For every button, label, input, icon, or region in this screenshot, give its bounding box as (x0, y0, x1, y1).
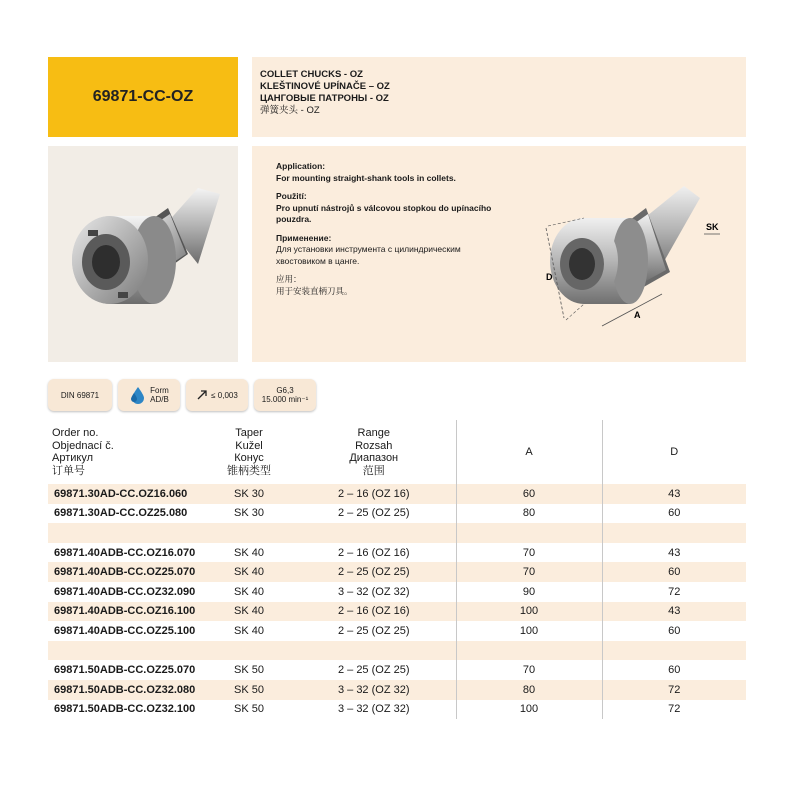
product-title-box (252, 57, 746, 137)
dimension-label-a: A (634, 310, 641, 320)
balance-grade: G6,3 (276, 386, 294, 395)
table-row: 69871.40ADB-CC.OZ16.100 SK 40 2 – 16 (OZ 16) 100 43 (48, 602, 746, 622)
header-taper: Taper Kužel Конус 锥柄类型 (227, 427, 271, 477)
table-row-spacer (48, 523, 746, 543)
runout-value: ≤ 0,003 (211, 390, 238, 400)
runout-badge (186, 379, 248, 411)
application-label-cz: Použití: (276, 191, 307, 201)
application-label-ru: Применение: (276, 232, 332, 243)
balance-speed: 15.000 min⁻¹ (261, 395, 309, 404)
dimension-label-d: D (546, 272, 553, 282)
product-code-box (48, 57, 238, 137)
coolant-drop-icon (129, 385, 147, 405)
application-text-cn: 用于安装直柄刀具。 (276, 285, 353, 296)
title-cn: 弹簧夹头 - OZ (260, 105, 320, 116)
header-a: A (456, 420, 602, 484)
header-order: Order no. Objednací č. Артикул 订单号 (52, 427, 114, 477)
product-titles (260, 69, 390, 117)
form-label: Form (150, 386, 169, 395)
title-en: COLLET CHUCKS - OZ (260, 69, 363, 80)
collet-chuck-photo (48, 146, 238, 362)
table-header-row (48, 420, 746, 484)
dimension-label-sk: SK (706, 222, 719, 232)
application-text (276, 161, 516, 297)
spec-table (48, 420, 746, 719)
dimension-drawing (524, 168, 744, 338)
title-cz: KLEŠTINOVÉ UPÍNAČE – OZ (260, 81, 390, 92)
form-value: AD/B (150, 395, 169, 404)
application-text-en: For mounting straight-shank tools in collets. (276, 172, 456, 183)
balance-badge (254, 379, 316, 411)
table-row: 69871.30AD-CC.OZ16.060 SK 30 2 – 16 (OZ 16) 60 43 (48, 484, 746, 504)
table-row: 69871.50ADB-CC.OZ32.080 SK 50 3 – 32 (OZ 32) 80 72 (48, 680, 746, 700)
table-row: 69871.50ADB-CC.OZ25.070 SK 50 2 – 25 (OZ 25) 70 60 (48, 660, 746, 680)
table-row-spacer (48, 641, 746, 661)
table-row: 69871.50ADB-CC.OZ32.100 SK 50 3 – 32 (OZ 32) 100 72 (48, 700, 746, 720)
table-row: 69871.40ADB-CC.OZ32.090 SK 40 3 – 32 (OZ 32) 90 72 (48, 582, 746, 602)
header-range: Range Rozsah Диапазон 范围 (349, 427, 399, 477)
table-row: 69871.40ADB-CC.OZ16.070 SK 40 2 – 16 (OZ 16) 70 43 (48, 543, 746, 563)
application-text-ru-2: хвостовиком в цанге. (276, 255, 360, 266)
runout-arrow-icon (196, 389, 208, 401)
din-badge (48, 379, 112, 411)
product-photo (48, 146, 238, 362)
din-label: DIN 69871 (60, 390, 100, 400)
product-code: 69871-CC-OZ (92, 88, 194, 105)
table-row: 69871.40ADB-CC.OZ25.070 SK 40 2 – 25 (OZ 25) 70 60 (48, 562, 746, 582)
table-row: 69871.30AD-CC.OZ25.080 SK 30 2 – 25 (OZ 25) 80 60 (48, 504, 746, 524)
application-text-cz: Pro upnutí nástrojů s válcovou stopkou do upínacího pouzdra. (276, 202, 492, 224)
application-label-cn: 应用： (276, 274, 302, 284)
application-panel (252, 146, 746, 362)
header-d: D (602, 420, 746, 484)
table-row: 69871.40ADB-CC.OZ25.100 SK 40 2 – 25 (OZ 25) 100 60 (48, 621, 746, 641)
application-text-ru-1: Для установки инструмента с цилиндрическим (276, 244, 461, 254)
title-ru: ЦАНГОВЫЕ ПАТРОНЫ - OZ (260, 93, 389, 104)
form-badge (118, 379, 180, 411)
application-label-en: Application: (276, 161, 326, 171)
